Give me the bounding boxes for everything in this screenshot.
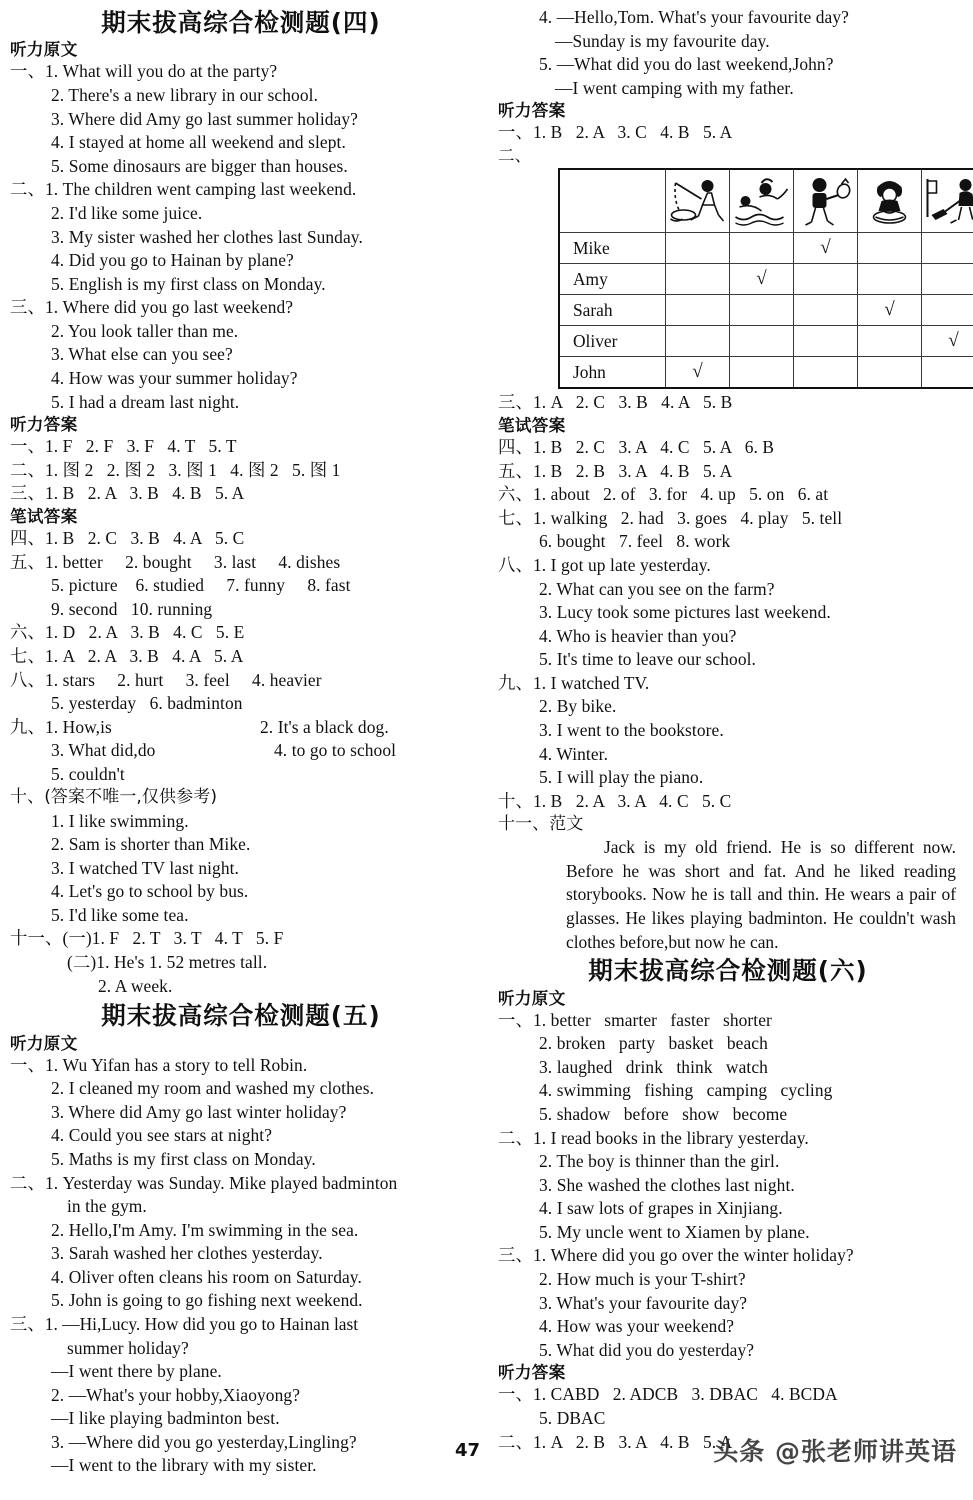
script-line: 3. laughed drink think watch xyxy=(539,1056,768,1077)
test5-listening-script-heading: 听力原文 xyxy=(10,1033,78,1053)
cell xyxy=(730,295,794,326)
script-line: 4. Could you see stars at night? xyxy=(51,1125,273,1146)
script-line: 5. Some dinosaurs are bigger than houses. xyxy=(51,155,348,176)
script-line: 3. What else can you see? xyxy=(51,344,233,365)
cell-checked xyxy=(858,295,922,326)
answer-line: 十一、(一)1. F 2. T 3. T 4. T 5. F xyxy=(10,928,284,949)
answer-line: 一、1. CABD 2. ADCB 3. DBAC 4. BCDA xyxy=(498,1384,838,1405)
script-line: 5. What did you do yesterday? xyxy=(539,1339,755,1360)
cell xyxy=(794,326,858,357)
check-mark: √ xyxy=(884,298,895,320)
table-row xyxy=(559,326,973,357)
table-header-row xyxy=(559,169,973,233)
test6-title: 期末拔高综合检测题(六) xyxy=(588,956,868,986)
cell xyxy=(922,357,973,389)
script-line: 二、1. I read books in the library yesterday. xyxy=(498,1127,809,1148)
test6-listening-script-heading: 听力原文 xyxy=(498,988,566,1008)
answer-line: 五、1. better 2. bought 3. last 4. dishes xyxy=(10,551,341,572)
script-line: 4. I stayed at home all weekend and slept. xyxy=(51,132,346,153)
script-line: 三、1. —Hi,Lucy. How did you go to Hainan last xyxy=(10,1313,359,1334)
answer-line: 4. Let's go to school by bus. xyxy=(51,881,249,902)
page-number: 47 xyxy=(455,1440,481,1461)
answer-cell: 3. What did,do xyxy=(51,740,156,761)
script-line: 4. I saw lots of grapes in Xinjiang. xyxy=(539,1198,783,1219)
answer-line: 三、1. A 2. C 3. B 4. A 5. B xyxy=(498,392,733,413)
answer-line: 2. What can you see on the farm? xyxy=(539,578,775,599)
script-line: 3. Sarah washed her clothes yesterday. xyxy=(51,1243,323,1264)
answer-line: 5. couldn't xyxy=(51,763,125,784)
script-line: 3. —Where did you go yesterday,Lingling? xyxy=(51,1431,357,1452)
answer-line: 5. picture 6. studied 7. funny 8. fast xyxy=(51,575,351,596)
answer-cell: 4. to go to school xyxy=(274,740,397,761)
script-line: 4. —Hello,Tom. What's your favourite day? xyxy=(539,7,849,27)
table-row xyxy=(559,295,973,326)
script-line: 二、1. Yesterday was Sunday. Mike played badminton xyxy=(10,1172,398,1193)
student-name-cell: Sarah xyxy=(559,295,666,326)
cell xyxy=(666,326,730,357)
answer-line: 七、1. walking 2. had 3. goes 4. play 5. tell xyxy=(498,507,843,528)
script-line: 三、1. Where did you go over the winter holiday? xyxy=(498,1245,854,1266)
cell xyxy=(858,357,922,389)
test4-listening-answers-heading: 听力答案 xyxy=(10,415,78,435)
test4-written-answers-heading: 笔试答案 xyxy=(10,507,78,526)
script-line: 一、1. What will you do at the party? xyxy=(10,61,278,82)
section11-label: 十一、范文 xyxy=(498,814,584,835)
cell xyxy=(922,233,973,264)
cell xyxy=(730,233,794,264)
page-footer xyxy=(0,1418,973,1500)
script-line: 3. Where did Amy go last summer holiday? xyxy=(51,108,358,129)
answer-line: 八、1. I got up late yesterday. xyxy=(498,554,711,575)
activity-table-wrapper xyxy=(498,168,958,389)
script-line: 2. There's a new library in our school. xyxy=(51,85,319,106)
cell xyxy=(858,233,922,264)
answer-line: 六、1. D 2. A 3. B 4. C 5. E xyxy=(10,622,245,643)
answer-cell: 2. It's a black dog. xyxy=(260,716,389,737)
answer-line: 二、1. A 2. B 3. A 4. B 5. A xyxy=(498,1431,733,1452)
cell xyxy=(666,295,730,326)
cleaning-room-icon xyxy=(922,169,973,233)
answer-line: 2. A week. xyxy=(98,975,173,996)
cell xyxy=(730,326,794,357)
script-line: 4. Oliver often cleans his room on Saturday. xyxy=(51,1266,362,1287)
cell xyxy=(666,264,730,295)
test4-listening-script-heading: 听力原文 xyxy=(10,40,78,60)
script-line: in the gym. xyxy=(67,1196,147,1217)
answer-line: 4. Winter. xyxy=(539,743,609,764)
answer-line: 6. bought 7. feel 8. work xyxy=(539,531,731,552)
script-line: 5. My uncle went to Xiamen by plane. xyxy=(539,1221,810,1242)
answer-line: 9. second 10. running xyxy=(51,598,213,619)
cell-checked xyxy=(666,357,730,389)
cell xyxy=(794,357,858,389)
table-row xyxy=(559,264,973,295)
answer-line: 八、1. stars 2. hurt 3. feel 4. heavier xyxy=(10,669,322,690)
script-line: 5. English is my first class on Monday. xyxy=(51,273,326,294)
cell xyxy=(922,295,973,326)
script-line: 5. Maths is my first class on Monday. xyxy=(51,1148,316,1169)
script-line: 3. She washed the clothes last night. xyxy=(539,1174,795,1195)
script-line: 2. The boy is thinner than the girl. xyxy=(539,1151,780,1172)
answer-line: 七、1. A 2. A 3. B 4. A 5. A xyxy=(10,646,244,666)
student-name-cell: John xyxy=(559,357,666,389)
answer-line: 五、1. B 2. B 3. A 4. B 5. A xyxy=(498,460,733,481)
script-line: 3. Where did Amy go last winter holiday? xyxy=(51,1101,347,1122)
answer-line: 5. I will play the piano. xyxy=(539,767,704,788)
empty-corner-cell xyxy=(559,169,666,233)
script-line: 5. I had a dream last night. xyxy=(51,391,240,412)
script-line: 4. Did you go to Hainan by plane? xyxy=(51,250,294,271)
script-line: 5. —What did you do last weekend,John? xyxy=(539,54,834,75)
answer-row xyxy=(10,716,472,740)
script-line: 2. I'd like some juice. xyxy=(51,202,203,223)
script-line: 三、1. Where did you go last weekend? xyxy=(10,297,294,318)
script-line: 2. broken party basket beach xyxy=(539,1033,768,1054)
cell-checked xyxy=(730,264,794,295)
check-mark: √ xyxy=(692,360,703,382)
answer-line: 一、1. F 2. F 3. F 4. T 5. T xyxy=(10,436,237,457)
table-row xyxy=(559,233,973,264)
cell-checked xyxy=(922,326,973,357)
answer-line: 九、1. I watched TV. xyxy=(498,672,650,693)
script-line: 5. shadow before show become xyxy=(539,1104,788,1124)
script-line: —I went there by plane. xyxy=(51,1361,222,1382)
answer-line: 三、1. B 2. A 3. B 4. B 5. A xyxy=(10,483,245,504)
answer-line: 5. It's time to leave our school. xyxy=(539,649,757,670)
script-line: 一、1. better smarter faster shorter xyxy=(498,1009,772,1030)
answer-cell: 九、1. How,is xyxy=(10,716,112,737)
cell xyxy=(794,264,858,295)
answer-line: 3. I went to the bookstore. xyxy=(539,719,724,740)
answer-line: 5. yesterday 6. badminton xyxy=(51,693,243,714)
cell xyxy=(730,357,794,389)
student-name-cell: Mike xyxy=(559,233,666,264)
script-line: —I went camping with my father. xyxy=(555,77,794,98)
answer-line: 六、1. about 2. of 3. for 4. up 5. on 6. at xyxy=(498,484,829,505)
student-name-cell: Amy xyxy=(559,264,666,295)
cell xyxy=(858,326,922,357)
answer-line: 5. DBAC xyxy=(539,1408,606,1429)
script-line: 一、1. Wu Yifan has a story to tell Robin. xyxy=(10,1054,308,1075)
answer-line: 二、1. 图 2 2. 图 2 3. 图 1 4. 图 2 5. 图 1 xyxy=(10,459,341,480)
cell xyxy=(794,295,858,326)
washing-clothes-icon xyxy=(858,169,922,233)
test6-listening-answers-heading: 听力答案 xyxy=(498,1363,566,1383)
answer-line: 1. I like swimming. xyxy=(51,810,189,831)
cell-checked xyxy=(794,233,858,264)
answer-line: 一、1. B 2. A 3. C 4. B 5. A xyxy=(498,122,733,143)
script-line: 5. John is going to go fishing next weekend. xyxy=(51,1290,363,1311)
answer-line: 3. Lucy took some pictures last weekend. xyxy=(539,602,831,623)
check-mark: √ xyxy=(820,236,831,258)
fishing-icon xyxy=(666,169,730,233)
script-line: summer holiday? xyxy=(67,1337,189,1358)
script-line: 2. How much is your T-shirt? xyxy=(539,1269,746,1290)
answer-line: (二)1. He's 1. 52 metres tall. xyxy=(67,951,268,972)
check-mark: √ xyxy=(948,329,959,351)
test5-listening-answers-heading: 听力答案 xyxy=(498,101,566,121)
script-line: 2. I cleaned my room and washed my clothes. xyxy=(51,1078,375,1099)
script-line: —Sunday is my favourite day. xyxy=(555,30,770,51)
script-line: 2. —What's your hobby,Xiaoyong? xyxy=(51,1384,301,1405)
section10-header: 十、(答案不唯一,仅供参考) xyxy=(10,787,218,808)
script-line: 4. How was your weekend? xyxy=(539,1316,735,1337)
script-line: —I went to the library with my sister. xyxy=(51,1455,317,1476)
script-line: 4. swimming fishing camping cycling xyxy=(539,1080,833,1101)
test5-title: 期末拔高综合检测题(五) xyxy=(101,1001,381,1031)
answer-line: 2. By bike. xyxy=(539,696,617,717)
script-line: 3. What's your favourite day? xyxy=(539,1292,748,1313)
watermark: 头条 @张老师讲英语 xyxy=(713,1437,957,1466)
answer-line: 四、1. B 2. C 3. B 4. A 5. C xyxy=(10,528,245,549)
script-line: 3. My sister washed her clothes last Sunday. xyxy=(51,226,363,247)
answer-line-label: 二、 xyxy=(498,146,532,165)
model-essay: Jack is my old friend. He is so different now. Before he was short and fat. And he liked reading storybooks. Now he is tall and thin. He wears a pair of glasses. He likes playing badminton. He couldn't wash clothes before,but now he can. xyxy=(566,837,956,952)
cell xyxy=(922,264,973,295)
answer-line: 3. I watched TV last night. xyxy=(51,857,240,878)
test4-title: 期末拔高综合检测题(四) xyxy=(101,8,381,37)
script-line: 2. You look taller than me. xyxy=(51,320,239,341)
answer-line: 2. Sam is shorter than Mike. xyxy=(51,834,251,855)
script-line: —I like playing badminton best. xyxy=(51,1408,280,1429)
script-line: 4. How was your summer holiday? xyxy=(51,368,298,388)
cell xyxy=(666,233,730,264)
student-name-cell: Oliver xyxy=(559,326,666,357)
cell xyxy=(858,264,922,295)
activity-table xyxy=(558,168,973,389)
answer-row xyxy=(10,739,472,763)
badminton-icon xyxy=(794,169,858,233)
table-row xyxy=(559,357,973,389)
script-line: 二、1. The children went camping last weekend. xyxy=(10,179,357,200)
script-line: 2. Hello,I'm Amy. I'm swimming in the sea. xyxy=(51,1219,359,1240)
answer-line: 十、1. B 2. A 3. A 4. C 5. C xyxy=(498,790,732,811)
check-mark: √ xyxy=(756,267,767,289)
answer-line: 四、1. B 2. C 3. A 4. C 5. A 6. B xyxy=(498,437,775,458)
test5-written-answers-heading: 笔试答案 xyxy=(498,415,566,435)
answer-line: 4. Who is heavier than you? xyxy=(539,625,737,646)
swimming-icon xyxy=(730,169,794,233)
answer-line: 5. I'd like some tea. xyxy=(51,904,189,925)
